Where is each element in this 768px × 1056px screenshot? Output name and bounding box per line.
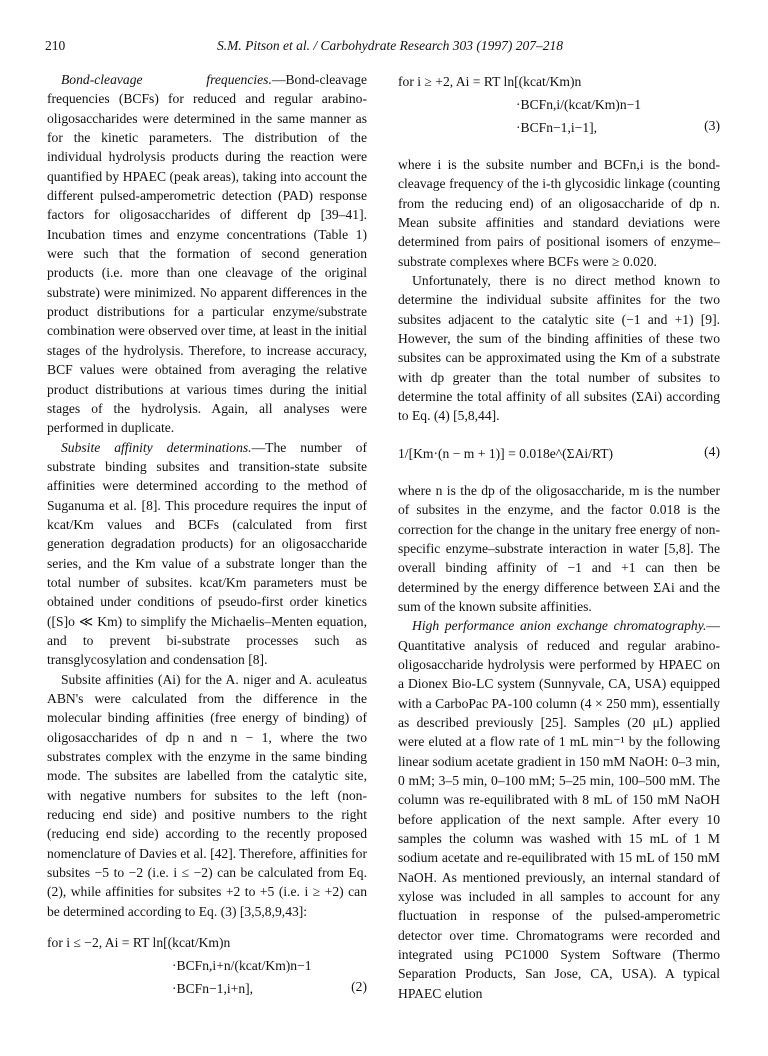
affinities-paragraph: Subsite affinities (Ai) for the A. niger and A. aculeatus ABN's were calculated from the difference in the molecular binding affinities (free energy of binding) of oligosaccharides of dp n and n − 1, where the two substrates complex with the enzyme in the same binding mode. The subsites are labelled from the catalytic site, with negative numbers for subsites to the left (non-reducing end side) and positive numbers to the right (reducing end side) according to the recently proposed nomenclature of Davies et al. [42]. Therefore, affinities for subsites −5 to −2 (i.e. i ≤ −2) can be calculated from Eq. (2), while affinities for subsites +2 to +5 (i.e. i ≥ +2) can be determined according to Eq. (3) [3,5,8,9,43]:	[47, 671, 367, 919]
subsite-text: —The number of substrate binding subsites and transition-state subsite affinities were determined according to the method of Suganuma et al. [8]. This procedure requires the input of kcat/Km values and BCFs (calculated from first generation degradation products) for an oligosaccharide series, and the Km value of a substrate longer than the total number of subsites. kcat/Km parameters must be obtained under conditions of pseudo-first order kinetics ([S]o ≪ Km) to simplify the Michaelis–Menten equation, and to prevent bi-substrate processes such as transglycosylation and condensation [8].	[47, 439, 367, 668]
eq2-line2: ·BCFn,i+n/(kcat/Km)n−1	[172, 958, 312, 974]
equation-3	[398, 70, 720, 139]
page-header	[45, 38, 735, 58]
equation-2	[47, 931, 367, 1000]
equation-4	[398, 442, 720, 465]
where-paragraph: where i is the subsite number and BCFn,i is the bond-cleavage frequency of the i-th glycosidic linkage (counting from the reducing end) of an oligosaccharide of dp n. Mean subsite affinities and standard deviations were determined from pairs of positional isomers of enzyme–substrate complexes where BCFs were ≥ 0.020.	[398, 157, 720, 269]
left-column	[47, 70, 367, 1000]
eq2-line3: ·BCFn−1,i+n],	[172, 981, 254, 997]
bcf-text: —Bond-cleavage frequencies (BCFs) for reduced and regular arabino-oligosaccharides were determined in the same manner as for the kinetic parameters. The distribution of the individual hydrolysis products during the reaction were quantified by HPAEC (peak areas), taking into account the different pulsed-amperometric detection (PAD) response factors for oligosaccharides of different dp [39–41]. Incubation times and enzyme concentrations (Table 1) were such that the formation of second generation products (i.e. more than one cleavage of the original substrate) were minimized. No apparent differences in the product distributions for a particular enzyme/substrate combination were observed over time, at least in the initial stages of the hydrolysis. Therefore, to increase accuracy, BCF values were obtained from averaging the relative product distributions at various times during the initial stages of the hydrolysis. Again, all analyses were performed in duplicate.	[47, 72, 367, 436]
eq3-line3: ·BCFn−1,i−1],	[516, 120, 598, 135]
eq4-expression: 1/[Km·(n − m + 1)] = 0.018e^(ΣAi/RT)	[398, 445, 614, 461]
where2-paragraph: where n is the dp of the oligosaccharide, m is the number of subsites in the enzyme, and the factor 0.018 is the correction for the change in the unitary free energy of non-specific enzyme–substrate interaction in water [5,8]. The overall binding affinity of −1 and +1 can then be determined by the energy difference between ΣAi and the sum of the known subsite affinities.	[398, 482, 720, 614]
eq4-number: (4)	[704, 443, 720, 459]
eq2-number: (2)	[351, 979, 367, 995]
subsite-paragraph	[47, 438, 367, 670]
page-number: 210	[45, 38, 66, 53]
bcf-heading: Bond-cleavage frequencies.	[61, 72, 272, 87]
eq2-line1: for i ≤ −2, Ai = RT ln[(kcat/Km)n	[47, 935, 231, 951]
eq3-number: (3)	[704, 118, 720, 133]
subsite-heading: Subsite affinity determinations.	[61, 439, 252, 455]
unfortunately-paragraph: Unfortunately, there is no direct method known to determine the individual subsite affinites for the two subsites adjacent to the catalytic site (−1 and +1) [9]. However, the sum of the binding affinities of these two subsites can be approximated using the Km of a substrate with dp greater than the total number of subsites to determine the total affinity of all subsites (ΣAi) according to Eq. (4) [5,8,44].	[398, 273, 720, 424]
hpaec-heading: High performance anion exchange chromatography.	[412, 618, 707, 634]
eq3-line1: for i ≥ +2, Ai = RT ln[(kcat/Km)n	[398, 74, 582, 89]
bcf-paragraph	[47, 70, 367, 438]
running-title: S.M. Pitson et al. / Carbohydrate Research 303 (1997) 207–218	[217, 38, 563, 53]
hpaec-text: —Quantitative analysis of reduced and regular arabino-oligosaccharide hydrolysis were performed by HPAEC on a Dionex Bio-LC system (Sunnyvale, CA, USA) equipped with a CarboPac PA-100 column (4 × 250 mm), essentially as described previously [25]. Samples (20 μL) applied were eluted at a flow rate of 1 mL min⁻¹ by the following linear sodium acetate gradient in 150 mM NaOH: 0–3 min, 0 mM; 3–5 min, 0–100 mM; 5–25 min, 100–500 mM. The column was re-equilibrated with 8 mL of 150 mM NaOH before application of the next sample. After every 10 samples the column was washed with 15 mL of 1 M sodium acetate and re-equilibrated with 15 mL of 150 mM NaOH. As mentioned previously, an internal standard of xylose was included in all samples to account for any fluctuation in response of the pulsed-amperometric detector over time. Chromatograms were recorded and integrated using PC1000 System Software (Thermo Separation Products, San Jose, CA, USA). A typical HPAEC elution	[398, 618, 720, 1001]
hpaec-paragraph	[398, 616, 720, 1003]
right-column	[398, 70, 720, 1003]
eq3-line2: ·BCFn,i/(kcat/Km)n−1	[516, 97, 642, 112]
